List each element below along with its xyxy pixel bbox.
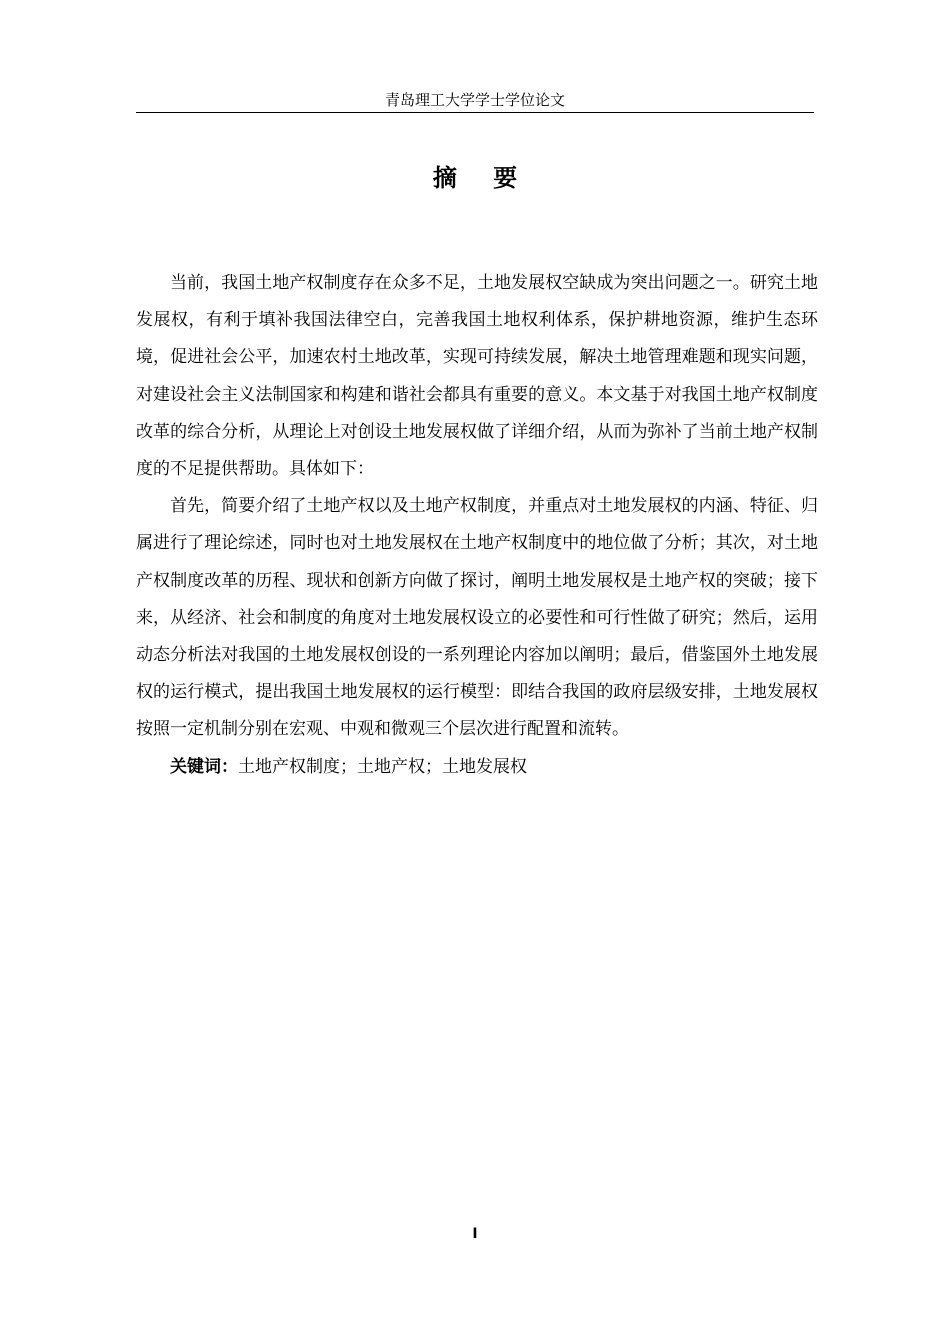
abstract-paragraph-1: 当前，我国土地产权制度存在众多不足，土地发展权空缺成为突出问题之一。研究土地发展权，有利于填补我国法律空白，完善我国土地权利体系，保护耕地资源，维护生态环境，促进社会公平，加速农村土地改革，实现可持续发展，解决土地管理难题和现实问题，对建设社会主义法制国家和构建和谐社会都具有重要的意义。本文基于对我国土地产权制度改革的综合分析，从理论上对创设土地发展权做了详细介绍，从而为弥补了当前土地产权制度的不足提供帮助。具体如下： bbox=[136, 273, 818, 480]
keywords-line bbox=[136, 749, 818, 786]
abstract-title: 摘 要 bbox=[432, 164, 532, 192]
abstract-body bbox=[136, 265, 818, 786]
abstract-paragraph-2: 首先，简要介绍了土地产权以及土地产权制度，并重点对土地发展权的内涵、特征、归属进行了理论综述，同时也对土地发展权在土地产权制度中的地位做了分析；其次，对土地产权制度改革的历程、现状和创新方向做了探讨，阐明土地发展权是土地产权的突破；接下来，从经济、社会和制度的角度对土地发展权设立的必要性和可行性做了研究；然后，运用动态分析法对我国的土地发展权创设的一系列理论内容加以阐明；最后，借鉴国外土地发展权的运行模式，提出我国土地发展权的运行模型：即结合我国的政府层级安排，土地发展权按照一定机制分别在宏观、中观和微观三个层次进行配置和流转。 bbox=[136, 496, 818, 740]
keywords-value: 土地产权制度；土地产权；土地发展权 bbox=[238, 756, 527, 777]
keywords-label: 关键词： bbox=[170, 756, 238, 777]
running-header bbox=[136, 90, 814, 113]
page-number: I bbox=[472, 1226, 478, 1242]
header-text: 青岛理工大学学士学位论文 bbox=[384, 91, 565, 109]
